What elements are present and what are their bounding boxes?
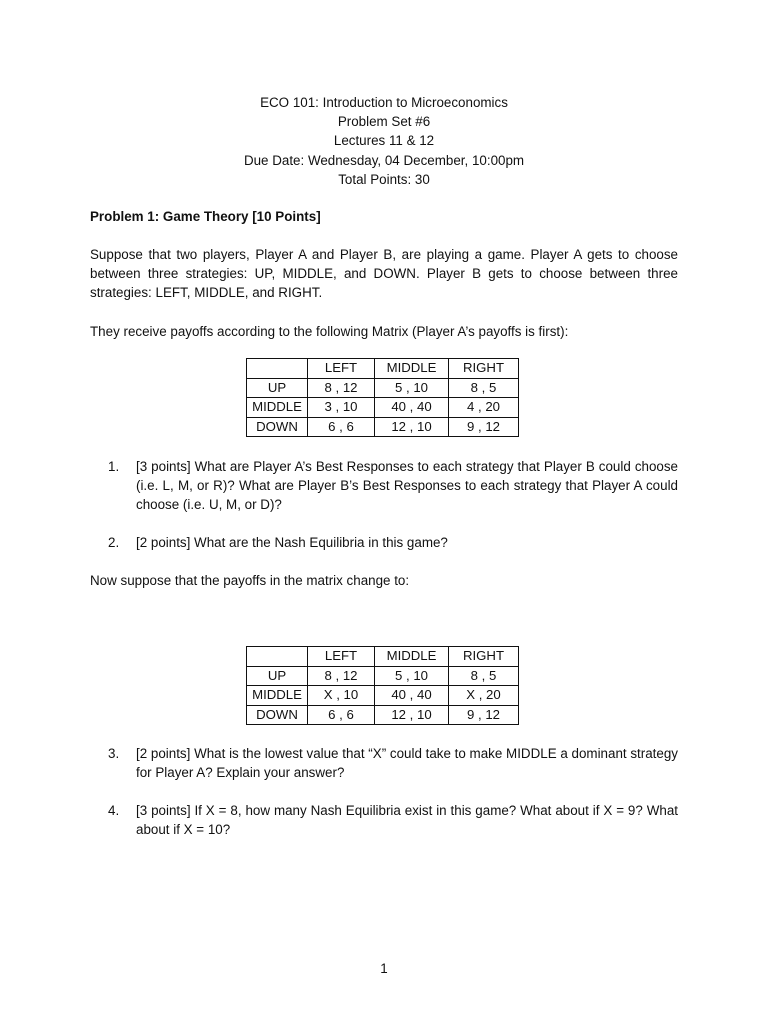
table-cell: 9 , 12 bbox=[449, 705, 519, 725]
table-cell: 12 , 10 bbox=[375, 417, 449, 437]
question-1 bbox=[108, 457, 678, 515]
page-number: 1 bbox=[380, 961, 388, 976]
question-number: 4. bbox=[108, 803, 120, 818]
table-header-cell: LEFT bbox=[308, 647, 375, 667]
table-header-cell: MIDDLE bbox=[375, 647, 449, 667]
table-cell: X , 10 bbox=[308, 686, 375, 706]
table-row bbox=[247, 705, 519, 725]
table-cell: 12 , 10 bbox=[375, 705, 449, 725]
table-cell: 5 , 10 bbox=[375, 378, 449, 398]
problem-1-title: Problem 1: Game Theory [10 Points] bbox=[90, 209, 321, 224]
course-title: ECO 101: Introduction to Microeconomics bbox=[260, 95, 508, 110]
matrix-intro: They receive payoffs according to the following Matrix (Player A’s payoffs is first): bbox=[90, 324, 569, 339]
question-text: [3 points] If X = 8, how many Nash Equilibria exist in this game? What about if X = 9? What about if X = 10? bbox=[136, 803, 678, 838]
table-row bbox=[247, 666, 519, 686]
row-label: MIDDLE bbox=[247, 686, 308, 706]
table-header-cell: MIDDLE bbox=[375, 359, 449, 379]
document-header bbox=[0, 93, 768, 189]
question-text: [2 points] What are the Nash Equilibria in this game? bbox=[136, 535, 448, 550]
table-cell: 5 , 10 bbox=[375, 666, 449, 686]
table-cell: X , 20 bbox=[449, 686, 519, 706]
question-3 bbox=[108, 744, 678, 782]
table-cell: 8 , 5 bbox=[449, 378, 519, 398]
table-cell: 6 , 6 bbox=[308, 417, 375, 437]
question-number: 3. bbox=[108, 746, 120, 761]
row-label: DOWN bbox=[247, 705, 308, 725]
question-text: [2 points] What is the lowest value that “X” could take to make MIDDLE a dominant strategy for Player A? Explain your answer? bbox=[136, 746, 678, 781]
table-header-cell: RIGHT bbox=[449, 359, 519, 379]
due-date-line: Due Date: Wednesday, 04 December, 10:00pm bbox=[243, 152, 525, 168]
question-number: 1. bbox=[108, 459, 120, 474]
table-cell: 8 , 12 bbox=[308, 666, 375, 686]
problem-1-intro: Suppose that two players, Player A and Player B, are playing a game. Player A gets to choose between three strategies: UP, MIDDLE, and DOWN. Player B gets to choose between three strategies: LEFT, MIDDLE, and RIGHT. bbox=[90, 247, 678, 301]
table-header-cell: LEFT bbox=[308, 359, 375, 379]
table-row bbox=[247, 686, 519, 706]
change-intro: Now suppose that the payoffs in the matrix change to: bbox=[90, 573, 410, 588]
table-row bbox=[247, 398, 519, 418]
table-cell: 8 , 12 bbox=[308, 378, 375, 398]
table-header-cell: RIGHT bbox=[449, 647, 519, 667]
row-label: DOWN bbox=[247, 417, 308, 437]
row-label: UP bbox=[247, 666, 308, 686]
table-cell: 6 , 6 bbox=[308, 705, 375, 725]
table-cell: 8 , 5 bbox=[449, 666, 519, 686]
total-points-line: Total Points: 30 bbox=[338, 171, 430, 187]
question-number: 2. bbox=[108, 535, 120, 550]
table-cell: 9 , 12 bbox=[449, 417, 519, 437]
table-row bbox=[247, 417, 519, 437]
payoff-matrix-1 bbox=[246, 358, 519, 437]
table-cell: 40 , 40 bbox=[375, 398, 449, 418]
table-header-row bbox=[247, 359, 519, 379]
table-header-cell bbox=[247, 359, 308, 379]
row-label: UP bbox=[247, 378, 308, 398]
payoff-matrix-2 bbox=[246, 646, 519, 725]
problem-set-title: Problem Set #6 bbox=[337, 114, 431, 130]
lectures-line: Lectures 11 & 12 bbox=[333, 133, 435, 149]
table-header-cell bbox=[247, 647, 308, 667]
question-text: [3 points] What are Player A’s Best Responses to each strategy that Player B could choose (i.e. L, M, or R)? What are Player B’s Best Responses to each strategy that Player A could choose (i.e. U, M, or D)? bbox=[136, 459, 678, 513]
table-cell: 3 , 10 bbox=[308, 398, 375, 418]
row-label: MIDDLE bbox=[247, 398, 308, 418]
table-cell: 40 , 40 bbox=[375, 686, 449, 706]
question-4 bbox=[108, 801, 678, 839]
table-row bbox=[247, 378, 519, 398]
table-header-row bbox=[247, 647, 519, 667]
table-cell: 4 , 20 bbox=[449, 398, 519, 418]
question-2 bbox=[108, 533, 678, 552]
